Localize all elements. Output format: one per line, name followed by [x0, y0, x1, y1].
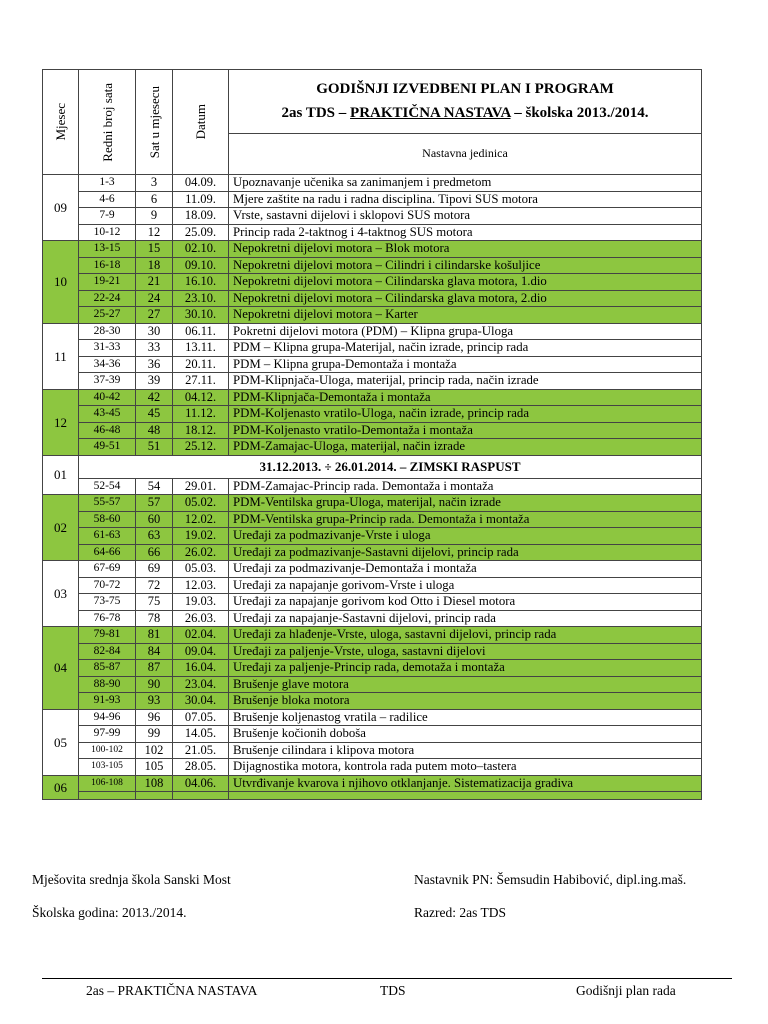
hours-cell: 36	[136, 356, 173, 373]
unit-title-cell: Nepokretni dijelovi motora – Blok motora	[229, 241, 702, 258]
class-number-cell: 91-93	[79, 693, 136, 710]
date-cell: 27.11.	[173, 373, 229, 390]
class-number-cell: 52-54	[79, 478, 136, 495]
unit-title-cell: Nepokretni dijelovi motora – Cilindri i cilindarske košuljice	[229, 257, 702, 274]
unit-title-cell: PDM-Ventilska grupa-Uloga, materijal, način izrade	[229, 495, 702, 512]
hours-cell: 21	[136, 274, 173, 291]
table-row	[43, 175, 702, 192]
class-number-cell: 73-75	[79, 594, 136, 611]
footer-divider	[42, 978, 732, 979]
table-row	[43, 577, 702, 594]
title-line-1: GODIŠNJI IZVEDBENI PLAN I PROGRAM	[316, 81, 614, 98]
hours-cell: 105	[136, 759, 173, 776]
hours-cell: 60	[136, 511, 173, 528]
month-label: 05	[43, 709, 79, 775]
table-row	[43, 775, 702, 792]
hours-cell: 45	[136, 406, 173, 423]
class-number-cell: 40-42	[79, 389, 136, 406]
hours-cell: 27	[136, 307, 173, 324]
date-cell: 16.04.	[173, 660, 229, 677]
date-cell: 12.02.	[173, 511, 229, 528]
date-cell: 23.04.	[173, 676, 229, 693]
unit-title-cell: Uređaji za napajanje gorivom kod Otto i Diesel motora	[229, 594, 702, 611]
date-cell: 04.09.	[173, 175, 229, 192]
plan-title	[229, 70, 702, 134]
class-number-cell: 85-87	[79, 660, 136, 677]
class-number-cell: 64-66	[79, 544, 136, 561]
unit-title-cell: Pokretni dijelovi motora (PDM) – Klipna grupa-Uloga	[229, 323, 702, 340]
table-row	[43, 478, 702, 495]
date-cell: 13.11.	[173, 340, 229, 357]
hours-cell: 12	[136, 224, 173, 241]
date-cell: 28.05.	[173, 759, 229, 776]
table-row	[43, 373, 702, 390]
date-cell: 09.04.	[173, 643, 229, 660]
unit-title-cell: PDM-Koljenasto vratilo-Uloga, način izrade, princip rada	[229, 406, 702, 423]
table-row	[43, 274, 702, 291]
empty-cell	[229, 792, 702, 800]
table-row	[43, 742, 702, 759]
month-label: 01	[43, 455, 79, 495]
unit-title-cell: Utvrđivanje kvarova i njihovo otklanjanje. Sistematizacija gradiva	[229, 775, 702, 792]
class-number-cell: 106-108	[79, 775, 136, 792]
hours-cell: 87	[136, 660, 173, 677]
table-row	[43, 643, 702, 660]
col-header-hours-in-month: Sat u mjesecu	[136, 70, 173, 175]
table-row	[43, 759, 702, 776]
date-cell: 23.10.	[173, 290, 229, 307]
table-row	[43, 422, 702, 439]
date-cell: 18.12.	[173, 422, 229, 439]
class-number-cell: 61-63	[79, 528, 136, 545]
class-number-cell: 79-81	[79, 627, 136, 644]
table-row	[43, 709, 702, 726]
school-name: Mješovita srednja škola Sanski Most	[32, 872, 231, 887]
date-cell: 16.10.	[173, 274, 229, 291]
table-row	[43, 676, 702, 693]
empty-cell	[173, 792, 229, 800]
col-header-date: Datum	[173, 70, 229, 175]
unit-title-cell: Brušenje koljenastog vratila – radilice	[229, 709, 702, 726]
unit-title-cell: Uređaji za napajanje-Sastavni dijelovi, princip rada	[229, 610, 702, 627]
date-cell: 04.06.	[173, 775, 229, 792]
unit-title-cell: Vrste, sastavni dijelovi i sklopovi SUS motora	[229, 208, 702, 225]
hours-cell: 66	[136, 544, 173, 561]
hours-cell: 96	[136, 709, 173, 726]
hours-cell: 54	[136, 478, 173, 495]
class-number-cell: 82-84	[79, 643, 136, 660]
unit-title-cell: PDM-Zamajac-Princip rada. Demontaža i montaža	[229, 478, 702, 495]
hours-cell: 69	[136, 561, 173, 578]
date-cell: 29.01.	[173, 478, 229, 495]
unit-title-cell: Brušenje glave motora	[229, 676, 702, 693]
hours-cell: 102	[136, 742, 173, 759]
class-number-cell: 34-36	[79, 356, 136, 373]
footer-center: TDS	[380, 983, 406, 998]
class-number-cell: 43-45	[79, 406, 136, 423]
date-cell: 18.09.	[173, 208, 229, 225]
class-number-cell: 7-9	[79, 208, 136, 225]
teacher-name: Nastavnik PN: Šemsudin Habibović, dipl.ing.maš.	[414, 872, 687, 887]
date-cell: 21.05.	[173, 742, 229, 759]
date-cell: 09.10.	[173, 257, 229, 274]
col-header-unit: Nastavna jedinica	[229, 133, 702, 174]
unit-title-cell: Uređaji za podmazivanje-Sastavni dijelovi, princip rada	[229, 544, 702, 561]
month-label: 12	[43, 389, 79, 455]
hours-cell: 84	[136, 643, 173, 660]
hours-cell: 15	[136, 241, 173, 258]
hours-cell: 72	[136, 577, 173, 594]
table-row	[43, 610, 702, 627]
unit-title-cell: PDM – Klipna grupa-Demontaža i montaža	[229, 356, 702, 373]
date-cell: 26.03.	[173, 610, 229, 627]
col-header-class-number: Redni broj sata	[79, 70, 136, 175]
hours-cell: 78	[136, 610, 173, 627]
annual-plan-table	[42, 69, 702, 800]
table-row	[43, 511, 702, 528]
class-number-cell: 25-27	[79, 307, 136, 324]
table-row	[43, 406, 702, 423]
winter-break-label: 31.12.2013. ÷ 26.01.2014. – ZIMSKI RASPUST	[79, 455, 702, 478]
unit-title-cell: Uređaji za paljenje-Vrste, uloga, sastavni dijelovi	[229, 643, 702, 660]
hours-cell: 24	[136, 290, 173, 307]
unit-title-cell: Uređaji za podmazivanje-Demontaža i montaža	[229, 561, 702, 578]
table-row	[43, 439, 702, 456]
date-cell: 02.04.	[173, 627, 229, 644]
class-number-cell: 76-78	[79, 610, 136, 627]
hours-cell: 9	[136, 208, 173, 225]
class-number-cell: 46-48	[79, 422, 136, 439]
hours-cell: 3	[136, 175, 173, 192]
table-row	[43, 389, 702, 406]
date-cell: 07.05.	[173, 709, 229, 726]
table-row	[43, 208, 702, 225]
table-row	[43, 340, 702, 357]
month-label: 04	[43, 627, 79, 710]
hours-cell: 18	[136, 257, 173, 274]
hours-cell: 48	[136, 422, 173, 439]
class-number-cell: 94-96	[79, 709, 136, 726]
unit-title-cell: Brušenje bloka motora	[229, 693, 702, 710]
unit-title-cell: Uređaji za hlađenje-Vrste, uloga, sastavni dijelovi, princip rada	[229, 627, 702, 644]
table-row	[43, 693, 702, 710]
footer-right: Godišnji plan rada	[576, 983, 676, 998]
table-row	[43, 290, 702, 307]
month-label: 11	[43, 323, 79, 389]
class-number-cell: 16-18	[79, 257, 136, 274]
month-label: 02	[43, 495, 79, 561]
hours-cell: 57	[136, 495, 173, 512]
empty-row	[43, 792, 702, 800]
hours-cell: 93	[136, 693, 173, 710]
col-header-month: Mjesec	[43, 70, 79, 175]
class-number-cell: 19-21	[79, 274, 136, 291]
date-cell: 25.12.	[173, 439, 229, 456]
class-number-cell: 67-69	[79, 561, 136, 578]
table-row	[43, 544, 702, 561]
month-label: 10	[43, 241, 79, 324]
unit-title-cell: Mjere zaštite na radu i radna disciplina. Tipovi SUS motora	[229, 191, 702, 208]
table-row	[43, 224, 702, 241]
unit-title-cell: Uređaji za napajanje gorivom-Vrste i uloga	[229, 577, 702, 594]
table-row	[43, 356, 702, 373]
unit-title-cell: PDM – Klipna grupa-Materijal, način izrade, princip rada	[229, 340, 702, 357]
date-cell: 04.12.	[173, 389, 229, 406]
table-row	[43, 241, 702, 258]
date-cell: 05.02.	[173, 495, 229, 512]
empty-cell	[79, 792, 136, 800]
unit-title-cell: Dijagnostika motora, kontrola rada putem moto–tastera	[229, 759, 702, 776]
class-number-cell: 13-15	[79, 241, 136, 258]
hours-cell: 39	[136, 373, 173, 390]
date-cell: 02.10.	[173, 241, 229, 258]
class-number-cell: 55-57	[79, 495, 136, 512]
class-number-cell: 97-99	[79, 726, 136, 743]
hours-cell: 99	[136, 726, 173, 743]
date-cell: 06.11.	[173, 323, 229, 340]
unit-title-cell: PDM-Koljenasto vratilo-Demontaža i montaža	[229, 422, 702, 439]
footer-left: 2as – PRAKTIČNA NASTAVA	[86, 983, 258, 998]
hours-cell: 81	[136, 627, 173, 644]
unit-title-cell: Brušenje kočionih doboša	[229, 726, 702, 743]
unit-title-cell: Nepokretni dijelovi motora – Karter	[229, 307, 702, 324]
title-line-2: 2as TDS – PRAKTIČNA NASTAVA – školska 2013./2014.	[281, 105, 649, 122]
table-row	[43, 726, 702, 743]
date-cell: 20.11.	[173, 356, 229, 373]
unit-title-cell: Uređaji za paljenje-Princip rada, demotaža i montaža	[229, 660, 702, 677]
unit-title-cell: Upoznavanje učenika sa zanimanjem i predmetom	[229, 175, 702, 192]
month-label: 03	[43, 561, 79, 627]
empty-cell	[136, 792, 173, 800]
hours-cell: 90	[136, 676, 173, 693]
class-number-cell: 70-72	[79, 577, 136, 594]
month-label: 06	[43, 775, 79, 800]
date-cell: 19.03.	[173, 594, 229, 611]
month-label: 09	[43, 175, 79, 241]
unit-title-cell: Brušenje cilindara i klipova motora	[229, 742, 702, 759]
class-number-cell: 88-90	[79, 676, 136, 693]
hours-cell: 108	[136, 775, 173, 792]
table-row	[43, 528, 702, 545]
table-row	[43, 323, 702, 340]
unit-title-cell: Princip rada 2-taktnog i 4-taktnog SUS motora	[229, 224, 702, 241]
unit-title-cell: Nepokretni dijelovi motora – Cilindarska glava motora, 1.dio	[229, 274, 702, 291]
table-row	[43, 660, 702, 677]
table-row	[43, 191, 702, 208]
hours-cell: 30	[136, 323, 173, 340]
date-cell: 19.02.	[173, 528, 229, 545]
school-year: Školska godina: 2013./2014.	[32, 905, 187, 920]
class-name: Razred: 2as TDS	[414, 905, 506, 920]
date-cell: 14.05.	[173, 726, 229, 743]
table-row	[43, 561, 702, 578]
hours-cell: 63	[136, 528, 173, 545]
class-number-cell: 28-30	[79, 323, 136, 340]
date-cell: 12.03.	[173, 577, 229, 594]
date-cell: 11.12.	[173, 406, 229, 423]
class-number-cell: 58-60	[79, 511, 136, 528]
table-row	[43, 307, 702, 324]
class-number-cell: 31-33	[79, 340, 136, 357]
class-number-cell: 49-51	[79, 439, 136, 456]
unit-title-cell: PDM-Ventilska grupa-Princip rada. Demontaža i montaža	[229, 511, 702, 528]
class-number-cell: 1-3	[79, 175, 136, 192]
unit-title-cell: Uređaji za podmazivanje-Vrste i uloga	[229, 528, 702, 545]
table-row	[43, 627, 702, 644]
holiday-row	[43, 455, 702, 478]
hours-cell: 6	[136, 191, 173, 208]
unit-title-cell: Nepokretni dijelovi motora – Cilindarska glava motora, 2.dio	[229, 290, 702, 307]
class-number-cell: 37-39	[79, 373, 136, 390]
table-row	[43, 594, 702, 611]
unit-title-cell: PDM-Klipnjača-Demontaža i montaža	[229, 389, 702, 406]
hours-cell: 51	[136, 439, 173, 456]
class-number-cell: 4-6	[79, 191, 136, 208]
date-cell: 30.04.	[173, 693, 229, 710]
date-cell: 25.09.	[173, 224, 229, 241]
class-number-cell: 10-12	[79, 224, 136, 241]
unit-title-cell: PDM-Zamajac-Uloga, materijal, način izrade	[229, 439, 702, 456]
date-cell: 11.09.	[173, 191, 229, 208]
class-number-cell: 22-24	[79, 290, 136, 307]
date-cell: 30.10.	[173, 307, 229, 324]
hours-cell: 33	[136, 340, 173, 357]
hours-cell: 42	[136, 389, 173, 406]
date-cell: 26.02.	[173, 544, 229, 561]
class-number-cell: 103-105	[79, 759, 136, 776]
table-row	[43, 495, 702, 512]
class-number-cell: 100-102	[79, 742, 136, 759]
date-cell: 05.03.	[173, 561, 229, 578]
table-row	[43, 257, 702, 274]
hours-cell: 75	[136, 594, 173, 611]
unit-title-cell: PDM-Klipnjača-Uloga, materijal, princip rada, način izrade	[229, 373, 702, 390]
